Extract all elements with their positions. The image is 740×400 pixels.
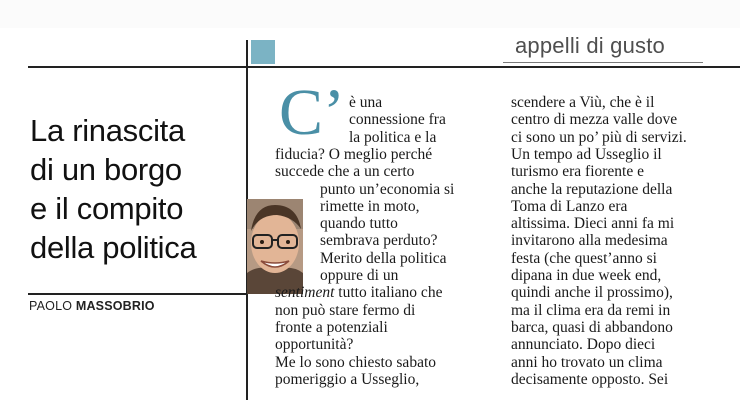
headline-line: e il compito <box>30 190 184 226</box>
article-line: Merito della politica <box>320 249 447 267</box>
headline-line: di un borgo <box>30 151 182 187</box>
article-line: sentiment tutto italiano che <box>275 284 443 302</box>
article-line: succede che a un certo <box>275 163 415 181</box>
headline <box>30 111 240 267</box>
byline-rule <box>28 293 246 295</box>
article-line: turismo era fiorente e <box>511 163 644 181</box>
article-line: dipana in due week end, <box>511 267 662 284</box>
section-header: appelli di gusto <box>515 33 665 58</box>
article-line: Toma di Lanzo era <box>511 197 628 215</box>
article-line: decisamente opposto. Sei <box>511 370 669 388</box>
headline-line: La rinascita <box>30 112 185 148</box>
top-rule <box>28 66 740 68</box>
section-accent-square <box>251 40 275 64</box>
article-line: fronte a potenziali <box>275 318 388 336</box>
article-line: sembrava perduto? <box>320 232 438 250</box>
article-line: Un tempo ad Usseglio il <box>511 145 662 163</box>
italic-term: sentiment <box>275 284 335 302</box>
article-line: anche la reputazione della <box>511 180 673 198</box>
article-line: ci sono un po’ più di servizi. <box>511 128 687 146</box>
headline-line: della politica <box>30 229 197 265</box>
author-byline <box>29 299 155 313</box>
article-line: connessione fra <box>349 111 446 129</box>
author-photo <box>247 199 303 294</box>
page-top-band <box>0 0 740 28</box>
article-line: pomeriggio a Usseglio, <box>275 370 420 388</box>
article-line: anni ho trovato un clima <box>511 353 663 371</box>
article-line: centro di mezza valle dove <box>511 111 678 129</box>
article-line: rimette in moto, <box>320 197 420 215</box>
article-line: quando tutto <box>320 215 398 233</box>
author-surname: MASSOBRIO <box>75 299 155 313</box>
article-line: scendere a Viù, che è il <box>511 94 655 111</box>
article-line: quindi anche il prossimo), <box>511 284 673 302</box>
article-line: Me lo sono chiesto sabato <box>275 353 437 371</box>
article-line: oppure di un <box>320 267 399 284</box>
article-line: la politica e la <box>349 128 437 146</box>
article-line: invitarono alla medesima <box>511 232 668 250</box>
article-line: opportunità? <box>275 336 354 354</box>
dropcap: C’ <box>279 76 345 149</box>
article-line: fiducia? O meglio perché <box>275 145 433 163</box>
article-line: altissima. Dieci anni fa mi <box>511 215 675 233</box>
article-line: barca, quasi di abbandono <box>511 318 673 336</box>
article-line: non può stare fermo di <box>275 301 416 319</box>
article-line: è una <box>349 94 383 111</box>
author-first-name: PAOLO <box>29 299 76 313</box>
article-line: punto un’economia si <box>320 180 455 198</box>
article-line: ma il clima era da remi in <box>511 301 671 319</box>
article-line: festa (che quest’anno si <box>511 249 657 267</box>
article-line: annunciato. Dopo dieci <box>511 336 656 354</box>
section-underline <box>503 62 703 63</box>
